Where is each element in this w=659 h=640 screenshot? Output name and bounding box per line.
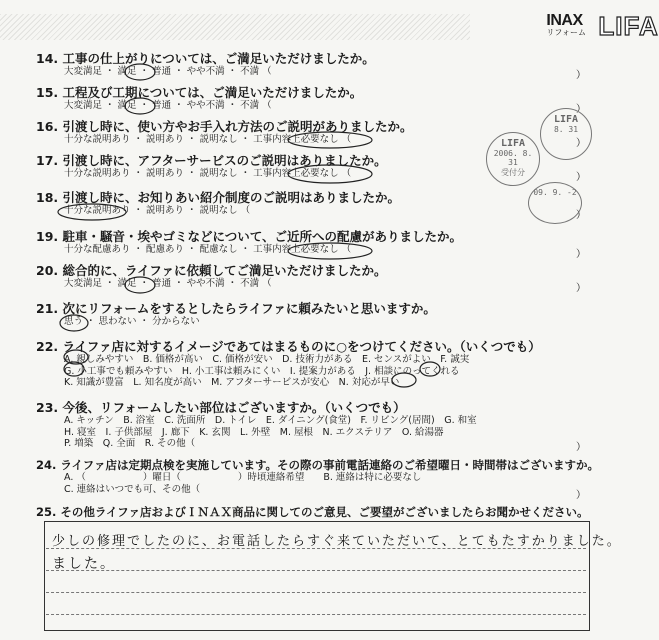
question-title: 20. 総合的に、ライファに依頼してご満足いただけましたか。 xyxy=(36,263,387,278)
handwritten-comment-cont: ました。 xyxy=(52,556,116,572)
logo-name: LIFA xyxy=(598,11,659,41)
question-options: 十分な説明あり ・ 説明あり ・ 説明なし ・ 工事内容上必要なし （ xyxy=(64,168,352,179)
question-options: 思う ・ 思わない ・ 分からない xyxy=(64,316,200,327)
close-paren: ） xyxy=(576,172,586,183)
option-row: K. 知識が豊富 L. 知名度が高い M. アフターサービスが安心 N. 対応が早い xyxy=(64,377,400,388)
question-title: 25. その他ライファ店およびＩＮＡＸ商品に関してのご意見、ご要望がございましたらお聞かせください。 xyxy=(36,505,589,519)
stamp-bottom: 受付分 xyxy=(501,168,525,177)
question-19 xyxy=(36,230,462,256)
option-row: G. 小工事でも頼みやすい H. 小工事は頼みにくい I. 提案力がある J. 相談にのってくれる xyxy=(64,365,460,377)
stamp-top: LIFA xyxy=(500,138,526,149)
question-24 xyxy=(36,458,599,495)
close-paren: ） xyxy=(576,138,586,149)
date-stamp xyxy=(540,108,592,160)
question-options: 十分な配慮あり ・ 配慮あり ・ 配慮なし ・ 工事内容上必要なし （ xyxy=(64,244,352,255)
stamp-top: LIFA xyxy=(553,114,579,125)
question-16 xyxy=(36,120,413,146)
question-14 xyxy=(36,52,375,78)
close-paren: ） xyxy=(576,490,586,501)
close-paren: ） xyxy=(576,70,586,81)
received-stamp xyxy=(486,132,540,186)
question-title: 19. 駐車・騒音・埃やゴミなどについて、ご近所への配慮がありましたか。 xyxy=(36,229,462,244)
stamp-date: 09. 9. -2 xyxy=(533,188,577,197)
question-23 xyxy=(36,401,477,450)
option-row: C. 連絡はいつでも可、その他（ xyxy=(64,483,201,495)
question-title: 18. 引渡し時に、お知りあい紹介制度のご説明はありましたか。 xyxy=(36,190,400,205)
logo-sub: リフォーム xyxy=(546,28,586,37)
close-paren: ） xyxy=(576,210,586,221)
question-title: 17. 引渡し時に、アフターサービスのご説明はありましたか。 xyxy=(36,153,387,168)
question-title: 22. ライファ店に対するイメージであてはまるものに○をつけてください。（いくつでも） xyxy=(36,339,541,354)
writing-line xyxy=(46,614,586,615)
question-title: 23. 今後、リフォームしたい部位はございますか。（いくつでも） xyxy=(36,400,406,415)
question-options: 大変満足 ・ 満足 ・ 普通 ・ やや不満 ・ 不満 （ xyxy=(64,278,272,289)
question-15 xyxy=(36,86,362,112)
logo-brand: INAX xyxy=(546,12,583,29)
header-hatch xyxy=(0,14,470,40)
option-row: P. 増築 Q. 全面 R. その他（ xyxy=(64,438,196,449)
option-row: H. 寝室 I. 子供部屋 J. 廊下 K. 玄関 L. 外壁 M. 屋根 N. エクステリア O. 給湯器 xyxy=(64,426,444,438)
option-row: A. （ ）曜日（ ）時頃連絡希望 B. 連絡は特に必要なし xyxy=(64,472,422,483)
question-title: 15. 工程及び工期については、ご満足いただけましたか。 xyxy=(36,85,363,100)
question-title: 21. 次にリフォームをするとしたらライファに頼みたいと思いますか。 xyxy=(36,301,436,316)
question-17 xyxy=(36,154,387,180)
stamp-date: 2006. 8. 31 xyxy=(493,149,533,167)
close-paren: ） xyxy=(576,442,586,453)
question-title: 24. ライファ店は定期点検を実施しています。その際の事前電話連絡のご希望曜日・時間帯はございますか。 xyxy=(36,458,600,472)
question-25 xyxy=(36,505,588,519)
question-18 xyxy=(36,191,400,217)
question-20 xyxy=(36,264,387,290)
question-options: 十分な説明あり ・ 説明あり ・ 説明なし ・ 工事内容上必要なし （ xyxy=(64,134,352,145)
second-date-stamp xyxy=(528,182,582,224)
handwritten-comment: 少しの修理でしたのに、お電話したらすぐ来ていただいて、とてもたすかりました。 xyxy=(52,534,622,549)
option-row: A. 親しみやすい B. 価格が高い C. 価格が安い D. 技術力がある E. センスがよい F. 誠実 xyxy=(64,354,470,365)
close-paren: ） xyxy=(576,283,586,294)
option-row: A. キッチン B. 浴室 C. 洗面所 D. トイレ E. ダイニング(食堂) F. リビング(居間) G. 和室 xyxy=(64,415,477,426)
inax-lifa-logo xyxy=(546,11,659,41)
question-22 xyxy=(36,340,541,389)
question-options: 大変満足 ・ 満足 ・ 普通 ・ やや不満 ・ 不満 （ xyxy=(64,66,272,77)
question-options: 十分な説明あり ・ 説明あり ・ 説明なし （ xyxy=(64,205,251,216)
question-21 xyxy=(36,302,436,328)
close-paren: ） xyxy=(576,249,586,260)
writing-line xyxy=(46,592,586,593)
writing-line xyxy=(46,570,586,571)
stamp-date: 8. 31 xyxy=(553,125,579,134)
close-paren: ） xyxy=(576,104,586,115)
question-title: 16. 引渡し時に、使い方やお手入れ方法のご説明がありましたか。 xyxy=(36,119,413,134)
question-title: 14. 工事の仕上がりについては、ご満足いただけましたか。 xyxy=(36,51,375,66)
question-options: 大変満足 ・ 満足 ・ 普通 ・ やや不満 ・ 不満 （ xyxy=(64,100,272,111)
